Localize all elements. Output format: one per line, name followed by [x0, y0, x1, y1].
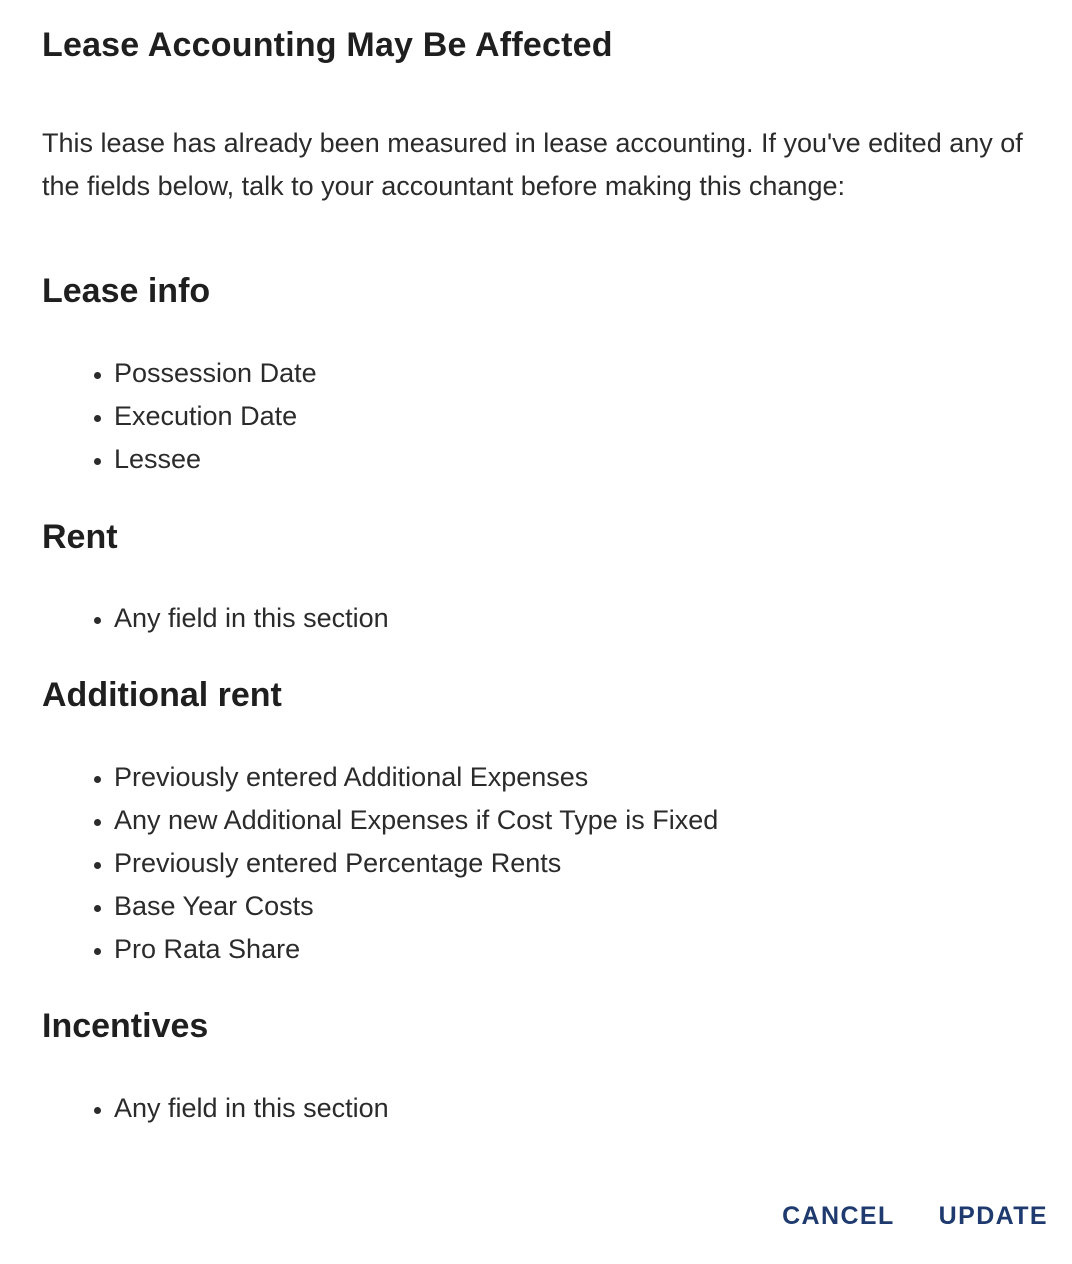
rent-list	[42, 597, 389, 640]
list-item: • Possession Date	[114, 352, 317, 395]
lease-info-list	[42, 352, 317, 481]
cancel-button[interactable]: CANCEL	[782, 1196, 895, 1237]
list-item: • Base Year Costs	[114, 885, 718, 928]
section-heading-rent: Rent	[42, 518, 118, 556]
list-item: • Any field in this section	[114, 1087, 389, 1130]
section-heading-incentives: Incentives	[42, 1007, 209, 1045]
section-heading-additional-rent: Additional rent	[42, 676, 282, 714]
dialog-message: This lease has already been measured in lease accounting. If you've edited any of the fields below, talk to your accountant before making this change:	[42, 128, 1023, 201]
list-item: • Any field in this section	[114, 597, 389, 640]
list-item: • Execution Date	[114, 395, 317, 438]
update-button[interactable]: UPDATE	[939, 1196, 1048, 1237]
additional-rent-list	[42, 756, 718, 971]
list-item: • Lessee	[114, 438, 317, 481]
dialog-title: Lease Accounting May Be Affected	[42, 26, 613, 64]
incentives-list	[42, 1087, 389, 1130]
list-item: • Previously entered Percentage Rents	[114, 842, 718, 885]
list-item: • Previously entered Additional Expenses	[114, 756, 718, 799]
section-heading-lease-info: Lease info	[42, 272, 211, 310]
dialog-actions	[738, 1196, 1048, 1237]
list-item: • Any new Additional Expenses if Cost Type is Fixed	[114, 799, 718, 842]
list-item: • Pro Rata Share	[114, 928, 718, 971]
